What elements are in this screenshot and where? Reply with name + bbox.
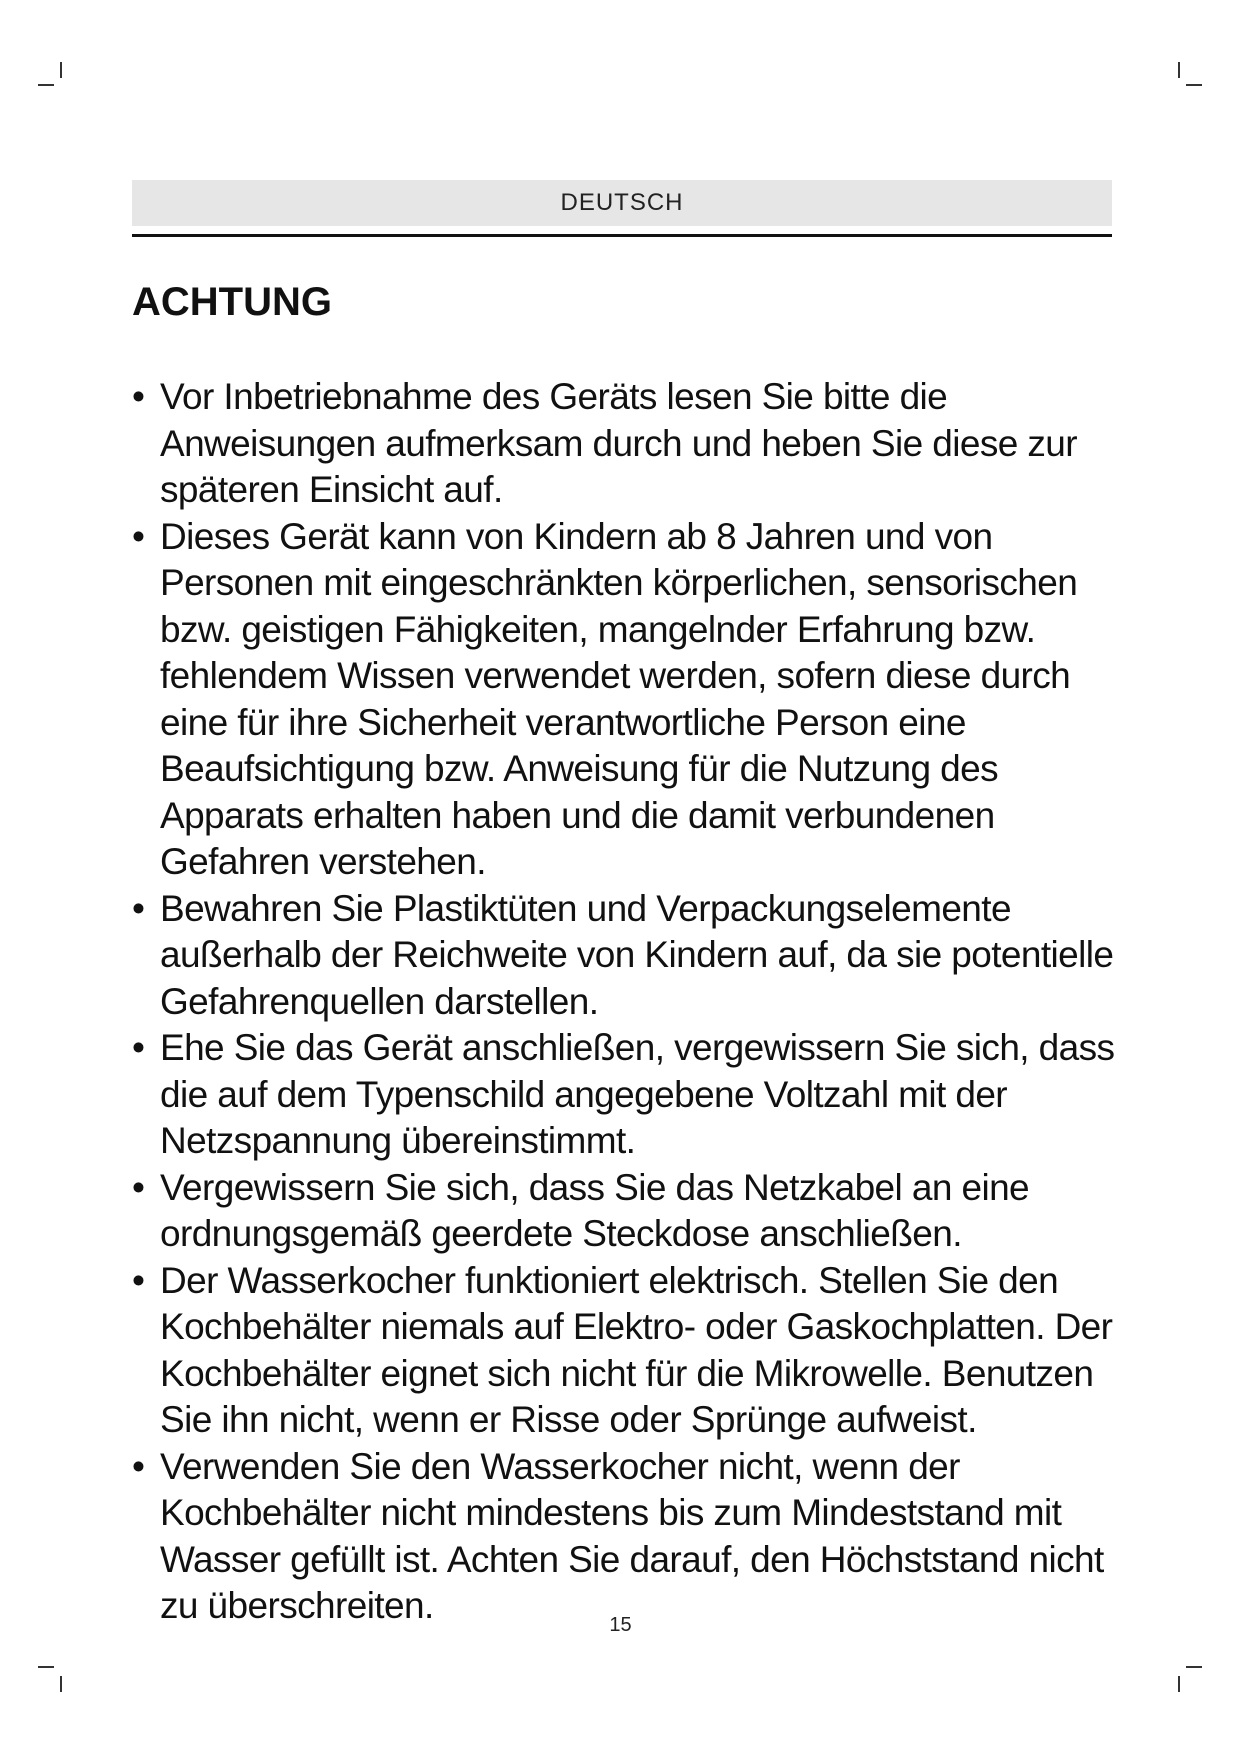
warning-item bbox=[132, 1258, 1122, 1444]
bullet-icon: • bbox=[132, 515, 145, 557]
language-header bbox=[132, 180, 1112, 226]
warning-item bbox=[132, 886, 1122, 1026]
crop-mark-bottom-left-h bbox=[38, 1666, 54, 1668]
warning-text: Bewahren Sie Plastiktüten und Verpackungselemente außerhalb der Reichweite von Kindern auf, da sie potentielle Gefahrenquellen darstellen. bbox=[160, 887, 1114, 1022]
language-label: DEUTSCH bbox=[560, 189, 684, 216]
warning-text: Vergewissern Sie sich, dass Sie das Netzkabel an eine ordnungsgemäß geerdete Steckdose anschließen. bbox=[160, 1166, 1030, 1254]
warning-item bbox=[132, 1444, 1122, 1630]
warning-item bbox=[132, 1165, 1122, 1258]
page-number: 15 bbox=[609, 1614, 632, 1636]
header-divider bbox=[132, 234, 1112, 237]
crop-mark-bottom-right-h bbox=[1186, 1666, 1202, 1668]
warning-text: Vor Inbetriebnahme des Geräts lesen Sie bitte die Anweisungen aufmerksam durch und heben Sie diese zur späteren Einsicht auf. bbox=[160, 376, 1077, 510]
crop-mark-top-right-v bbox=[1178, 62, 1180, 78]
warning-item bbox=[132, 374, 1122, 514]
crop-mark-top-left-v bbox=[60, 62, 62, 78]
bullet-icon: • bbox=[132, 1027, 145, 1068]
crop-mark-bottom-right-v bbox=[1178, 1676, 1180, 1692]
bullet-icon: • bbox=[132, 1259, 145, 1301]
section-title: ACHTUNG bbox=[132, 280, 332, 324]
bullet-icon: • bbox=[132, 376, 145, 417]
bullet-icon: • bbox=[132, 1166, 145, 1208]
warning-item bbox=[132, 1025, 1122, 1165]
warning-text: Der Wasserkocher funktioniert elektrisch. Stellen Sie den Kochbehälter niemals auf Elektro- oder Gaskochplatten. Der Kochbehälter eignet sich nicht für die Mikrowelle. Benutzen Sie ihn nicht, wenn er Risse oder Sprünge aufweist. bbox=[160, 1259, 1113, 1440]
warning-text: Dieses Gerät kann von Kindern ab 8 Jahren und von Personen mit eingeschränkten körperlichen, sensorischen bzw. geistigen Fähigkeiten, mangelnder Erfahrung bzw. fehlendem Wissen verwendet werden, sofern diese durch eine für ihre Sicherheit verantwortliche Person eine Beaufsichtigung bzw. Anweisung für die Nutzung des Apparats erhalten haben und die damit verbundenen Gefahren verstehen. bbox=[160, 515, 1078, 882]
crop-mark-top-right-h bbox=[1186, 84, 1202, 86]
bullet-icon: • bbox=[132, 1445, 145, 1487]
crop-mark-top-left-h bbox=[38, 84, 54, 86]
warning-item bbox=[132, 514, 1122, 886]
warning-text: Ehe Sie das Gerät anschließen, vergewissern Sie sich, dass die auf dem Typenschild angegebene Voltzahl mit der Netzspannung übereinstimmt. bbox=[160, 1027, 1115, 1161]
bullet-icon: • bbox=[132, 887, 145, 929]
crop-mark-bottom-left-v bbox=[60, 1676, 62, 1692]
warning-text: Verwenden Sie den Wasserkocher nicht, wenn der Kochbehälter nicht mindestens bis zum Mindeststand mit Wasser gefüllt ist. Achten Sie darauf, den Höchststand nicht zu überschreiten. bbox=[160, 1445, 1104, 1626]
warning-list bbox=[132, 374, 1122, 1630]
